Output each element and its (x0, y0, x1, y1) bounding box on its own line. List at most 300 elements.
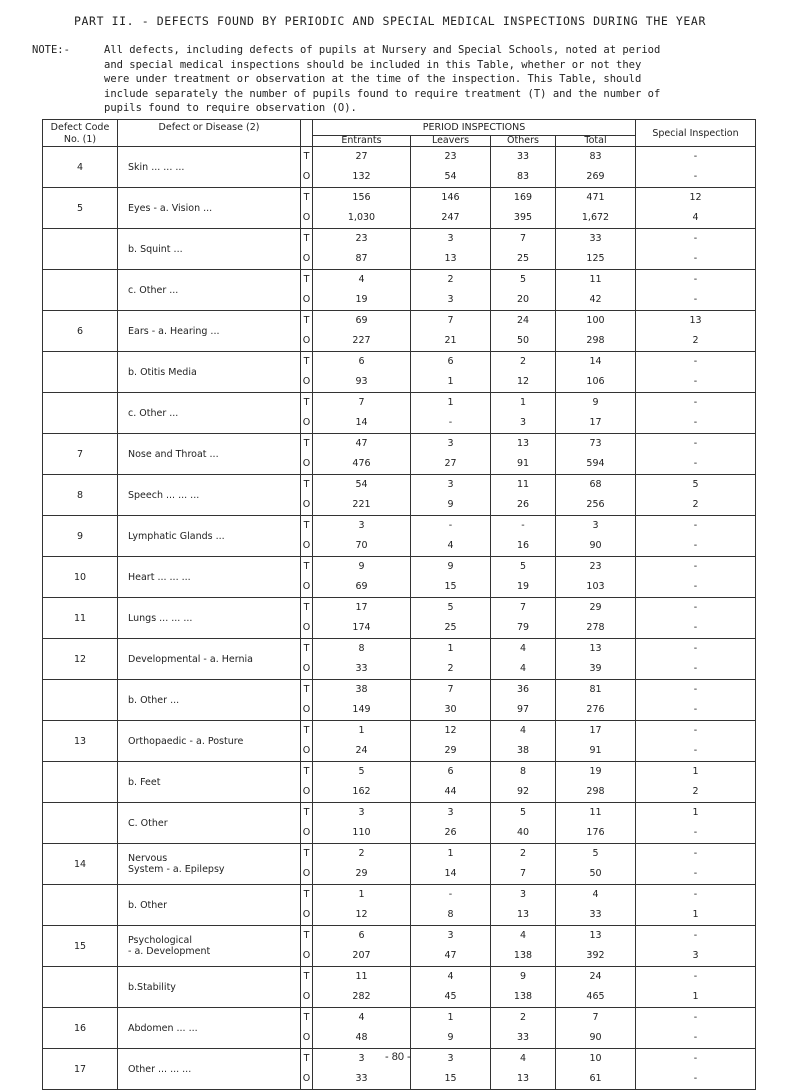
total-values (556, 885, 636, 926)
special-values (636, 1049, 756, 1090)
defect-code: 13 (43, 721, 118, 762)
others-values (491, 475, 556, 516)
total-observation: 298 (586, 335, 605, 346)
special-treatment: - (693, 520, 698, 531)
special-treatment: 5 (692, 479, 699, 490)
special-treatment: - (693, 561, 698, 572)
entrants-treatment: 3 (358, 520, 365, 531)
defect-name: Nervous System - a. Epilepsy (118, 844, 301, 885)
leavers-treatment: 7 (447, 684, 454, 695)
special-treatment: - (693, 1053, 698, 1064)
others-observation: 3 (519, 417, 527, 428)
entrants-observation: 227 (352, 335, 371, 346)
type-marker: T O (301, 147, 313, 188)
leavers-values (411, 352, 491, 393)
table-row (43, 188, 756, 229)
special-values (636, 393, 756, 434)
defects-table (42, 119, 756, 1090)
special-values (636, 844, 756, 885)
type-marker: T O (301, 434, 313, 475)
others-values (491, 557, 556, 598)
total-values (556, 393, 636, 434)
total-values (556, 680, 636, 721)
defect-code: 8 (43, 475, 118, 516)
leavers-treatment: 6 (447, 766, 454, 777)
entrants-values (313, 926, 411, 967)
total-treatment: 7 (592, 1012, 599, 1023)
others-observation: 26 (516, 499, 530, 510)
special-observation: - (693, 171, 698, 182)
entrants-observation: 149 (352, 704, 371, 715)
entrants-treatment: 11 (355, 971, 368, 982)
entrants-values (313, 311, 411, 352)
special-values (636, 967, 756, 1008)
special-treatment: - (693, 889, 698, 900)
type-marker: T O (301, 844, 313, 885)
table-row (43, 721, 756, 762)
defect-name: Lymphatic Glands ... (118, 516, 301, 557)
total-values (556, 721, 636, 762)
others-treatment: 1 (519, 397, 527, 408)
entrants-treatment: 54 (355, 479, 368, 490)
leavers-treatment: 9 (447, 561, 454, 572)
defect-name: b.Stability (118, 967, 301, 1008)
others-observation: 50 (516, 335, 530, 346)
leavers-observation: 45 (444, 991, 457, 1002)
total-observation: 33 (589, 909, 602, 920)
entrants-values (313, 639, 411, 680)
leavers-values (411, 967, 491, 1008)
others-treatment: 36 (516, 684, 530, 695)
others-observation: 79 (516, 622, 530, 633)
leavers-treatment: 6 (447, 356, 454, 367)
defect-code (43, 270, 118, 311)
others-values (491, 639, 556, 680)
others-treatment: 2 (519, 356, 527, 367)
entrants-treatment: 3 (358, 1053, 365, 1064)
others-treatment: 4 (519, 930, 527, 941)
total-treatment: 29 (589, 602, 602, 613)
leavers-observation: 1 (447, 376, 454, 387)
table-row (43, 639, 756, 680)
special-observation: - (693, 458, 698, 469)
special-observation: 3 (692, 950, 699, 961)
leavers-treatment: 1 (447, 397, 454, 408)
entrants-values (313, 516, 411, 557)
defect-code (43, 229, 118, 270)
entrants-values (313, 680, 411, 721)
defect-name: Other ... ... ... (118, 1049, 301, 1090)
header-period: PERIOD INSPECTIONS (313, 120, 636, 136)
leavers-treatment: 3 (447, 438, 454, 449)
special-values (636, 147, 756, 188)
special-treatment: - (693, 397, 698, 408)
special-values (636, 885, 756, 926)
others-values (491, 434, 556, 475)
others-values (491, 844, 556, 885)
type-marker: T O (301, 311, 313, 352)
defect-name: Ears - a. Hearing ... (118, 311, 301, 352)
special-observation: - (693, 663, 698, 674)
leavers-values (411, 516, 491, 557)
table-row (43, 352, 756, 393)
special-observation: 2 (692, 499, 699, 510)
others-observation: 4 (519, 663, 527, 674)
page-number: - 80 - (385, 1051, 411, 1063)
entrants-treatment: 7 (358, 397, 365, 408)
entrants-observation: 87 (355, 253, 368, 264)
others-values (491, 270, 556, 311)
leavers-observation: 2 (447, 663, 454, 674)
entrants-observation: 476 (352, 458, 371, 469)
leavers-values (411, 475, 491, 516)
others-treatment: 33 (516, 151, 530, 162)
type-marker: T O (301, 639, 313, 680)
others-observation: 13 (516, 1073, 530, 1084)
defect-name: Skin ... ... ... (118, 147, 301, 188)
others-values (491, 680, 556, 721)
leavers-observation: 26 (444, 827, 457, 838)
total-values (556, 188, 636, 229)
leavers-treatment: 23 (444, 151, 457, 162)
leavers-treatment: 2 (447, 274, 454, 285)
type-marker: T O (301, 680, 313, 721)
defect-code: 12 (43, 639, 118, 680)
others-observation: 138 (513, 991, 533, 1002)
special-observation: - (693, 622, 698, 633)
leavers-values (411, 434, 491, 475)
entrants-observation: 12 (355, 909, 368, 920)
leavers-values (411, 680, 491, 721)
table-row (43, 803, 756, 844)
table-row (43, 557, 756, 598)
entrants-observation: 207 (352, 950, 371, 961)
defect-code: 17 (43, 1049, 118, 1090)
special-observation: - (693, 417, 698, 428)
defect-name: Lungs ... ... ... (118, 598, 301, 639)
others-treatment: 11 (516, 479, 530, 490)
others-treatment: 9 (519, 971, 527, 982)
entrants-treatment: 1 (358, 889, 365, 900)
leavers-observation: 9 (447, 1032, 454, 1043)
entrants-observation: 93 (355, 376, 368, 387)
entrants-observation: 48 (355, 1032, 368, 1043)
special-observation: - (693, 294, 698, 305)
table-row (43, 393, 756, 434)
header-special: Special Inspection (636, 120, 756, 147)
others-observation: 38 (516, 745, 530, 756)
leavers-observation: 27 (444, 458, 457, 469)
others-observation: 97 (516, 704, 530, 715)
defect-name: Developmental - a. Hernia (118, 639, 301, 680)
defect-name: b. Squint ... (118, 229, 301, 270)
defect-name: c. Other ... (118, 393, 301, 434)
special-treatment: - (693, 438, 698, 449)
total-observation: 90 (589, 1032, 602, 1043)
entrants-treatment: 47 (355, 438, 368, 449)
leavers-values (411, 393, 491, 434)
table-row (43, 598, 756, 639)
others-treatment: 24 (516, 315, 530, 326)
entrants-treatment: 6 (358, 356, 365, 367)
special-values (636, 803, 756, 844)
entrants-observation: 174 (352, 622, 371, 633)
special-observation: 1 (692, 909, 699, 920)
others-values (491, 926, 556, 967)
entrants-treatment: 8 (358, 643, 365, 654)
total-observation: 176 (586, 827, 605, 838)
defect-code (43, 393, 118, 434)
special-treatment: 13 (689, 315, 702, 326)
special-values (636, 188, 756, 229)
special-observation: - (693, 253, 698, 264)
others-treatment: 13 (516, 438, 530, 449)
defect-name: Heart ... ... ... (118, 557, 301, 598)
leavers-observation: 47 (444, 950, 457, 961)
others-observation: 25 (516, 253, 530, 264)
total-values (556, 1008, 636, 1049)
total-observation: 594 (586, 458, 605, 469)
entrants-values (313, 475, 411, 516)
leavers-values (411, 721, 491, 762)
entrants-observation: 24 (355, 745, 368, 756)
entrants-treatment: 3 (358, 807, 365, 818)
others-treatment: 7 (519, 602, 527, 613)
leavers-values (411, 926, 491, 967)
others-values (491, 1008, 556, 1049)
others-observation: 12 (516, 376, 530, 387)
total-values (556, 147, 636, 188)
special-observation: - (693, 827, 698, 838)
leavers-observation: 25 (444, 622, 457, 633)
others-values (491, 229, 556, 270)
entrants-observation: 19 (355, 294, 368, 305)
total-observation: 50 (589, 868, 602, 879)
defect-code: 11 (43, 598, 118, 639)
total-observation: 39 (589, 663, 602, 674)
others-observation: 16 (516, 540, 530, 551)
total-values (556, 1049, 636, 1090)
total-treatment: 23 (589, 561, 602, 572)
leavers-observation: 14 (444, 868, 457, 879)
entrants-observation: 221 (352, 499, 371, 510)
leavers-treatment: 146 (441, 192, 460, 203)
others-treatment: 169 (513, 192, 533, 203)
total-observation: 298 (586, 786, 605, 797)
leavers-treatment: 3 (447, 479, 454, 490)
header-entrants: Entrants (313, 135, 411, 146)
others-observation: 7 (519, 868, 527, 879)
leavers-observation: 13 (444, 253, 457, 264)
total-observation: 42 (589, 294, 602, 305)
special-values (636, 680, 756, 721)
others-treatment: 8 (519, 766, 527, 777)
others-values (491, 598, 556, 639)
others-observation: 33 (516, 1032, 530, 1043)
special-treatment: - (693, 356, 698, 367)
total-values (556, 762, 636, 803)
header-defect: Defect or Disease (2) (118, 120, 301, 147)
leavers-observation: 44 (444, 786, 457, 797)
type-marker: T O (301, 557, 313, 598)
leavers-values (411, 598, 491, 639)
defect-name: Speech ... ... ... (118, 475, 301, 516)
entrants-observation: 132 (352, 171, 371, 182)
leavers-observation: - (448, 417, 453, 428)
defect-code: 4 (43, 147, 118, 188)
defect-code: 5 (43, 188, 118, 229)
type-marker: T O (301, 516, 313, 557)
defect-name: b. Feet (118, 762, 301, 803)
page-title: PART II. - DEFECTS FOUND BY PERIODIC AND SPECIAL MEDICAL INSPECTIONS DURING THE YEAR (74, 14, 706, 28)
special-observation: - (693, 868, 698, 879)
others-treatment: 7 (519, 233, 527, 244)
table-row (43, 680, 756, 721)
special-observation: 2 (692, 335, 699, 346)
entrants-values (313, 229, 411, 270)
entrants-observation: 1,030 (347, 212, 376, 223)
leavers-treatment: 5 (447, 602, 454, 613)
total-observation: 465 (586, 991, 605, 1002)
leavers-treatment: 12 (444, 725, 457, 736)
others-treatment: 4 (519, 643, 527, 654)
defect-name: Psychological - a. Development (118, 926, 301, 967)
header-others: Others (491, 135, 556, 146)
total-values (556, 475, 636, 516)
type-marker: T O (301, 598, 313, 639)
others-observation: 91 (516, 458, 530, 469)
table-row (43, 844, 756, 885)
table-row (43, 229, 756, 270)
total-values (556, 844, 636, 885)
type-marker: T O (301, 885, 313, 926)
entrants-treatment: 38 (355, 684, 368, 695)
total-values (556, 352, 636, 393)
total-observation: 392 (586, 950, 605, 961)
special-values (636, 311, 756, 352)
total-observation: 106 (586, 376, 605, 387)
special-observation: 2 (692, 786, 699, 797)
table-row (43, 885, 756, 926)
leavers-values (411, 844, 491, 885)
leavers-observation: 15 (444, 1073, 457, 1084)
entrants-observation: 33 (355, 663, 368, 674)
total-values (556, 516, 636, 557)
leavers-values (411, 762, 491, 803)
entrants-observation: 69 (355, 581, 368, 592)
defect-code: 9 (43, 516, 118, 557)
total-observation: 90 (589, 540, 602, 551)
special-treatment: - (693, 1012, 698, 1023)
leavers-observation: 9 (447, 499, 454, 510)
special-treatment: - (693, 725, 698, 736)
total-observation: 256 (586, 499, 605, 510)
type-marker: T O (301, 926, 313, 967)
special-values (636, 557, 756, 598)
leavers-values (411, 188, 491, 229)
total-treatment: 3 (592, 520, 599, 531)
others-observation: 19 (516, 581, 530, 592)
others-treatment: 3 (519, 889, 527, 900)
total-values (556, 926, 636, 967)
special-values (636, 721, 756, 762)
special-observation: - (693, 704, 698, 715)
special-observation: - (693, 745, 698, 756)
entrants-values (313, 762, 411, 803)
total-treatment: 19 (589, 766, 602, 777)
special-values (636, 516, 756, 557)
header-to (301, 120, 313, 147)
table-row (43, 434, 756, 475)
type-marker: T O (301, 270, 313, 311)
special-observation: - (693, 1032, 698, 1043)
special-treatment: 1 (692, 766, 699, 777)
total-treatment: 73 (589, 438, 602, 449)
total-values (556, 311, 636, 352)
leavers-treatment: 3 (447, 930, 454, 941)
type-marker: T O (301, 967, 313, 1008)
header-leavers: Leavers (411, 135, 491, 146)
special-values (636, 270, 756, 311)
total-observation: 17 (589, 417, 602, 428)
leavers-values (411, 229, 491, 270)
others-values (491, 967, 556, 1008)
others-values (491, 147, 556, 188)
table-row (43, 475, 756, 516)
special-values (636, 926, 756, 967)
defect-code (43, 762, 118, 803)
others-values (491, 188, 556, 229)
table-row (43, 516, 756, 557)
total-treatment: 81 (589, 684, 602, 695)
defect-code: 15 (43, 926, 118, 967)
total-values (556, 557, 636, 598)
type-marker: T O (301, 721, 313, 762)
total-observation: 278 (586, 622, 605, 633)
type-marker: T O (301, 188, 313, 229)
leavers-observation: 54 (444, 171, 457, 182)
total-values (556, 229, 636, 270)
others-treatment: 5 (519, 274, 527, 285)
total-observation: 276 (586, 704, 605, 715)
entrants-values (313, 270, 411, 311)
leavers-treatment: 1 (447, 1012, 454, 1023)
defect-name: C. Other (118, 803, 301, 844)
defect-code (43, 352, 118, 393)
type-marker: T O (301, 1049, 313, 1090)
entrants-treatment: 23 (355, 233, 368, 244)
leavers-observation: 4 (447, 540, 454, 551)
leavers-observation: 8 (447, 909, 454, 920)
special-observation: - (693, 376, 698, 387)
others-values (491, 721, 556, 762)
type-marker: T O (301, 475, 313, 516)
special-values (636, 762, 756, 803)
others-observation: 20 (516, 294, 530, 305)
leavers-treatment: 1 (447, 848, 454, 859)
entrants-values (313, 188, 411, 229)
total-values (556, 639, 636, 680)
defect-code: 6 (43, 311, 118, 352)
others-observation: 40 (516, 827, 530, 838)
others-treatment: 5 (519, 807, 527, 818)
total-treatment: 24 (589, 971, 602, 982)
table-row (43, 311, 756, 352)
type-marker: T O (301, 393, 313, 434)
total-values (556, 967, 636, 1008)
entrants-treatment: 6 (358, 930, 365, 941)
entrants-values (313, 352, 411, 393)
